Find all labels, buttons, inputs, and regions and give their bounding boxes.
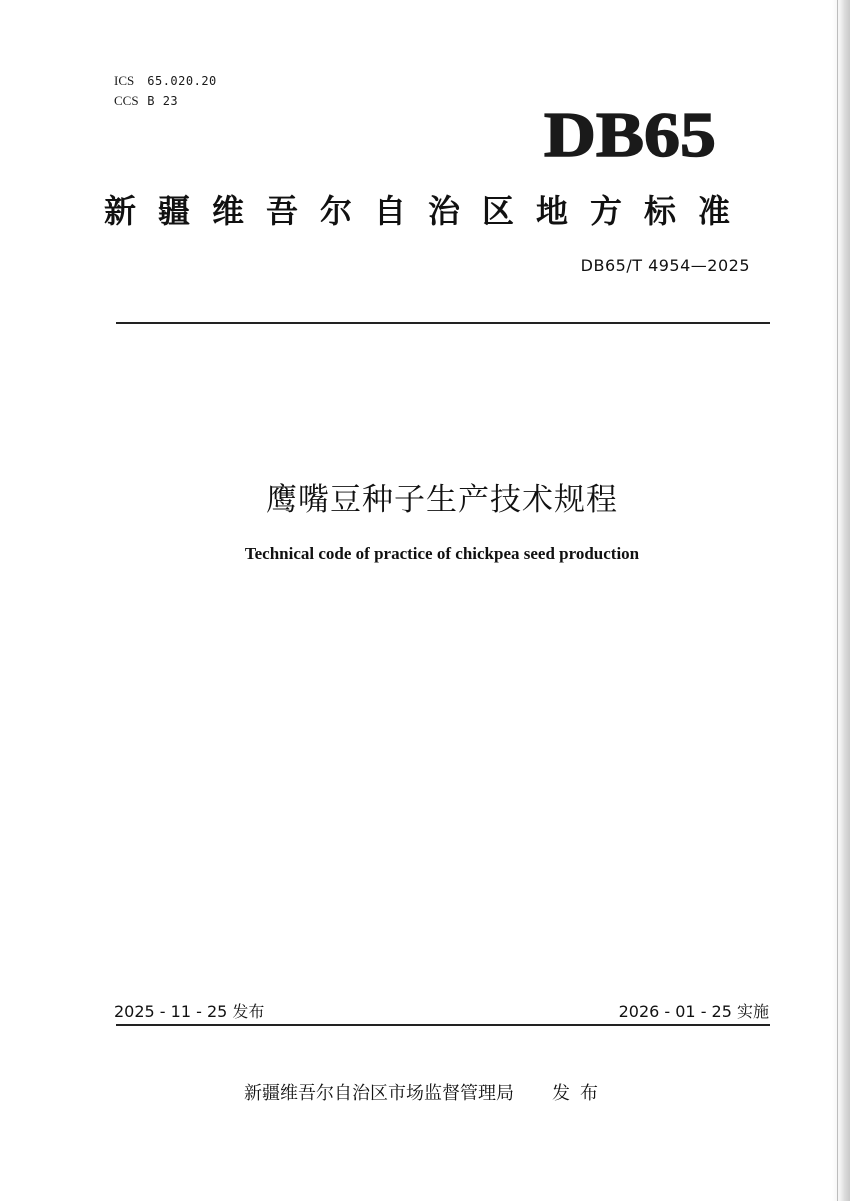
ics-code [114, 71, 217, 91]
standard-number: DB65/T 4954—2025 [580, 256, 750, 275]
footer-divider [116, 1024, 770, 1026]
db65-logo-text: DB65 [544, 100, 716, 170]
title-english: Technical code of practice of chickpea seed production [244, 544, 640, 563]
publisher-line [244, 1079, 608, 1105]
scan-edge-line [837, 0, 838, 1201]
db65-logo [544, 100, 724, 170]
scan-edge-shadow [832, 0, 850, 1201]
header-divider [116, 322, 770, 324]
issue-date: 2025 - 11 - 25 发布 [114, 1002, 265, 1021]
ics-value: 65.020.20 [147, 74, 217, 88]
ics-label: ICS [114, 73, 135, 88]
publisher-action: 发布 [552, 1083, 608, 1104]
title-chinese: 鹰嘴豆种子生产技术规程 [266, 482, 618, 518]
ccs-label: CCS [114, 93, 139, 108]
implementation-date: 2026 - 01 - 25 实施 [618, 1002, 769, 1021]
publisher-name: 新疆维吾尔自治区市场监督管理局 [244, 1083, 514, 1104]
ccs-value: B 23 [147, 94, 179, 108]
classification-codes [114, 71, 217, 111]
ccs-code [114, 91, 217, 111]
standard-type: 新疆维吾尔自治区地方标准 [104, 192, 753, 230]
